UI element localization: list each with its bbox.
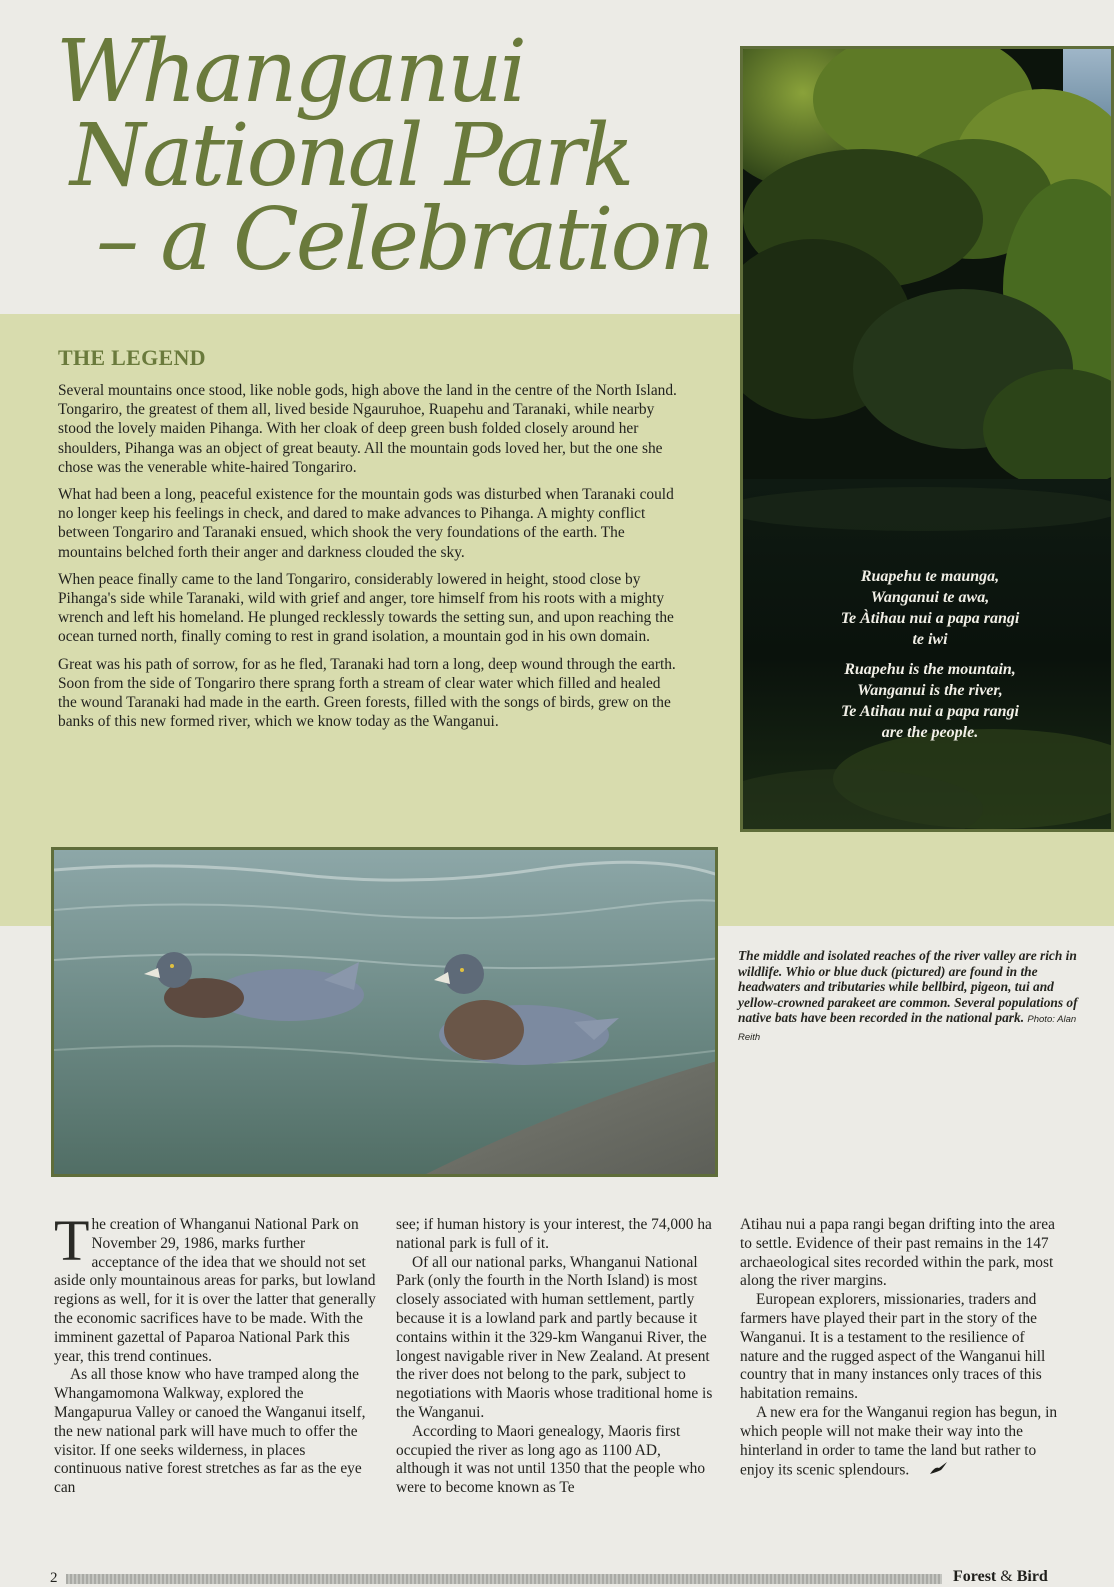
blue-duck-illustration xyxy=(54,850,718,1177)
article-column-3 xyxy=(740,1216,1062,1482)
blue-duck-photo xyxy=(51,847,718,1177)
legend-paragraph-2: What had been a long, peaceful existence for the mountain gods was disturbed when Taranaki could no longer keep his feelings in check, and dared to make advances to Pihanga. A mighty conflict between Tongariro and Taranaki ensued, which shook the very foundations of the earth. The mountains belched forth their anger and darkness clouded the sky. xyxy=(58,486,674,561)
article-paragraph: Atihau nui a papa rangi began drifting into the area to settle. Evidence of their past remains in the 147 archaeological sites recorded within the park, most along the river margins. xyxy=(740,1216,1055,1290)
poem-english-line-2: Wanganui is the river, xyxy=(857,682,1003,699)
page-number: 2 xyxy=(50,1570,58,1586)
brand-ampersand: & xyxy=(1000,1568,1013,1585)
legend-paragraph-1: Several mountains once stood, like noble gods, high above the land in the centre of the North Island. Tongariro, the greatest of them all, lived beside Ngauruhoe, Ruapehu and Taranaki, while nearby stood the lovely maiden Pihanga. With her cloak of deep green bush folded closely around her shoulders, Pihanga was an object of great beauty. All the mountain gods loved her, but the one she chose was the venerable white-haired Tongariro. xyxy=(58,382,677,476)
title-line-1: Whanganui xyxy=(56,22,525,122)
caption-text: The middle and isolated reaches of the river valley are rich in wildlife. Whio or blue duck (pictured) are found in the headwaters and tributaries while bellbird, pigeon, tui and yellow-crowned parakeet are common. Several populations of native bats have been recorded in the national park. xyxy=(738,948,1078,1026)
bird-icon xyxy=(913,1460,949,1482)
poem-english xyxy=(743,659,1114,743)
footer-rule xyxy=(66,1574,942,1584)
article-paragraph-last xyxy=(740,1404,1062,1482)
article-paragraph: see; if human history is your interest, the 74,000 ha national park is full of it. xyxy=(396,1216,712,1252)
article-closing-text: A new era for the Wanganui region has begun, in which people will not make their way into the hinterland in order to tame the land but rather to enjoy its scenic splendours. xyxy=(740,1403,1058,1479)
article-paragraph: According to Maori genealogy, Maoris first occupied the river as long ago as 1100 AD, although it was not until 1350 that the people who were to become known as Te xyxy=(396,1422,706,1497)
brand-bird: Bird xyxy=(1016,1568,1048,1585)
article-paragraph xyxy=(54,1208,376,1366)
legend-paragraph-3: When peace finally came to the land Tongariro, considerably lowered in height, stood close by Pihanga's side while Taranaki, wild with grief and anger, tore himself from his roots with a mighty wrench and left his homeland. He plunged recklessly towards the setting sun, and upon reaching the ocean turned north, finally coming to rest in grand isolation, a mountain god in his own domain. xyxy=(58,570,674,646)
poem-maori-line-4: te iwi xyxy=(912,631,948,648)
legend-heading: THE LEGEND xyxy=(58,345,206,370)
article-paragraph: Of all our national parks, Whanganui National Park (only the fourth in the North Island) is most closely associated with human settlement, partly because it is a lowland park and partly because it contains within it the 329-km Wanganui River, the longest navigable river in New Zealand. At present the river does not belong to the park, subject to negotiations with Maoris whose traditional home is the Wanganui. xyxy=(396,1253,713,1421)
poem-maori xyxy=(743,566,1114,650)
article-column-1 xyxy=(54,1208,376,1498)
legend-text xyxy=(58,381,680,739)
title-line-2: National Park xyxy=(70,106,632,206)
river-forest-photo xyxy=(740,46,1114,832)
article-paragraph: As all those know who have tramped along the Whangamomona Walkway, explored the Mangapurua Valley or canoed the Wanganui itself, the new national park will have much to offer the visitor. If one seeks wilderness, in places continuous native forest stretches as far as the eye can xyxy=(54,1366,366,1497)
poem-english-line-3: Te Atihau nui a papa rangi xyxy=(841,703,1019,720)
article-paragraph: European explorers, missionaries, traders and farmers have played their part in the story of the Wanganui. It is a testament to the resilience of nature and the rugged aspect of the Wanganui hill country that in many instances only traces of this habitation remains. xyxy=(740,1291,1046,1403)
brand-forest: Forest xyxy=(953,1568,997,1585)
photo-credit: Photo: Alan Reith xyxy=(738,1014,1077,1043)
poem-maori-line-2: Wanganui te awa, xyxy=(870,589,990,606)
poem xyxy=(743,566,1114,752)
poem-english-line-4: are the people. xyxy=(881,724,979,741)
poem-english-line-1: Ruapehu is the mountain, xyxy=(844,661,1016,678)
photo-caption xyxy=(738,948,1078,1046)
page-title xyxy=(52,22,732,290)
poem-maori-line-3: Te Àtihau nui a papa rangi xyxy=(840,610,1020,627)
article-column-2 xyxy=(396,1216,718,1498)
article-opening-text: he creation of Whanganui National Park on November 29, 1986, marks further acceptance of the idea that we should not set aside only mountainous areas for parks, but lowland regions as well, for it is over the latter that generally the economic sacrifices have to be made. With the imminent gazettal of Paparoa National Park this year, this trend continues. xyxy=(54,1216,376,1365)
poem-maori-line-1: Ruapehu te maunga, xyxy=(860,568,1000,585)
title-line-3: – a Celebration xyxy=(96,190,712,290)
publication-name xyxy=(953,1568,1048,1586)
legend-paragraph-4: Great was his path of sorrow, for as he fled, Taranaki had torn a long, deep wound through the earth. Soon from the side of Tongariro there sprang forth a stream of clear water which filled and healed the wound Taranaki had made in the earth. Green forests, filled with the songs of birds, grew on the banks of this new formed river, which we know today as the Wanganui. xyxy=(58,655,676,731)
drop-cap: T xyxy=(54,1208,90,1273)
